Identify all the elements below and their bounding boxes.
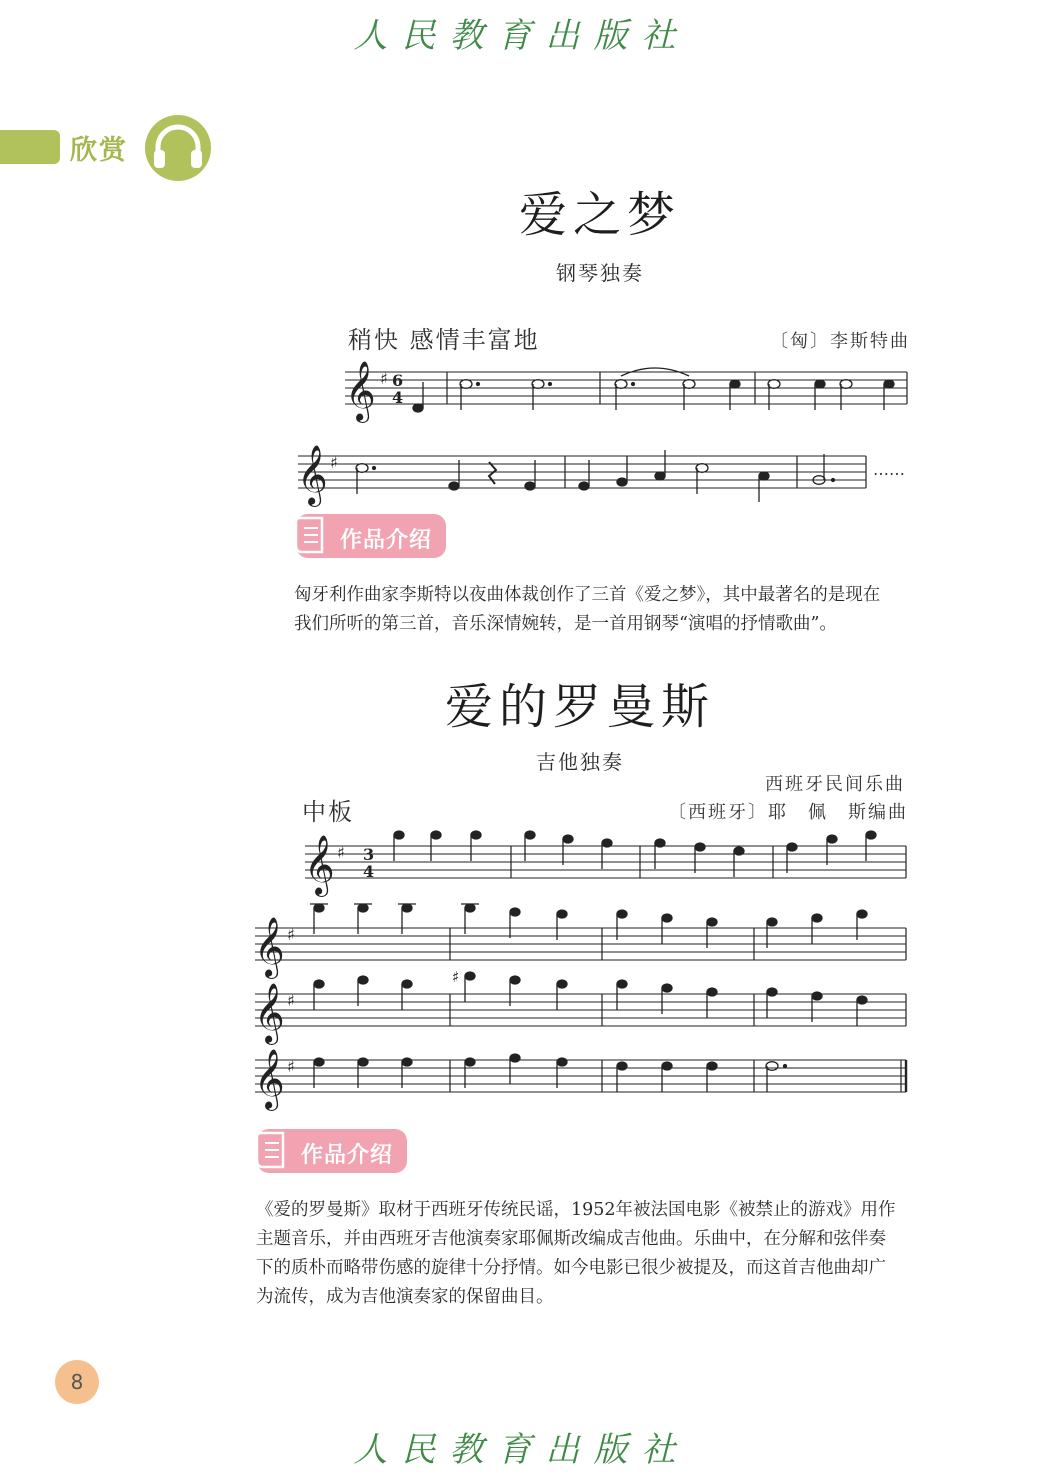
piece2-intro: [256, 1196, 916, 1312]
piece1-title: 爱之梦: [518, 187, 681, 243]
piece1-subtitle: 钢琴独奏: [556, 261, 644, 285]
piece1-composer: 〔匈〕李斯特曲: [770, 331, 910, 352]
piece2-arranger: 〔西班牙〕耶 佩 斯编曲: [668, 802, 908, 823]
svg-text:4: 4: [392, 388, 404, 407]
piece1-intro-line: 匈牙利作曲家李斯特以夜曲体裁创作了三首《爱之梦》，其中最著名的是现在: [294, 585, 881, 605]
svg-text:♯: ♯: [330, 453, 338, 472]
svg-text:6: 6: [392, 371, 404, 390]
piece2-intro-line: 为流传，成为吉他演奏家的保留曲目。: [256, 1287, 554, 1307]
svg-text:𝄞: 𝄞: [304, 835, 335, 895]
piece2-intro-line: 下的质朴而略带伤感的旋律十分抒情。如今电影已很少被提及，而这首吉他曲却广: [256, 1258, 886, 1278]
svg-text:♯: ♯: [287, 991, 295, 1010]
treble-clef: 𝄞: [345, 361, 376, 421]
intro-tag-1-label: 作品介绍: [340, 528, 433, 553]
svg-text:𝄞: 𝄞: [254, 1049, 285, 1109]
svg-text:3: 3: [363, 845, 375, 864]
svg-text:♯: ♯: [452, 968, 460, 986]
piece2-intro-line: 主题音乐，并由西班牙吉他演奏家耶佩斯改编成吉他曲。乐曲中，在分解和弦伴奏: [256, 1229, 886, 1249]
svg-text:𝄞: 𝄞: [254, 983, 285, 1043]
piece2-intro-line: 《爱的罗曼斯》取材于西班牙传统民谣，1952年被法国电影《被禁止的游戏》用作: [256, 1200, 896, 1220]
scroll-icon: [253, 1127, 293, 1173]
piece1-intro-line: 我们所听的第三首，音乐深情婉转，是一首用钢琴“演唱的抒情歌曲”。: [294, 614, 837, 634]
svg-text:𝄞: 𝄞: [254, 917, 285, 977]
piece2-source: 西班牙民间乐曲: [765, 774, 905, 795]
svg-text:𝄞: 𝄞: [297, 445, 328, 505]
svg-text:4: 4: [363, 862, 375, 881]
sharp: ♯: [380, 369, 388, 388]
page-number: 8: [55, 1360, 99, 1404]
intro-tag-2: [257, 1129, 407, 1173]
publisher-logo-top: 人民教育出版社: [353, 16, 690, 56]
piece2-tempo: 中板: [302, 798, 354, 826]
piece1-tempo: 稍快 感情丰富地: [348, 326, 540, 354]
section-label: 欣赏: [70, 135, 128, 166]
piece2-subtitle: 吉他独奏: [536, 750, 624, 774]
piece2-title: 爱的罗曼斯: [444, 679, 715, 735]
svg-text:♯: ♯: [287, 925, 295, 944]
intro-tag-2-label: 作品介绍: [301, 1143, 394, 1168]
svg-text:♯: ♯: [287, 1057, 295, 1076]
continuation-dots: ……: [873, 460, 905, 479]
svg-text:♯: ♯: [337, 843, 345, 862]
publisher-logo-bottom: 人民教育出版社: [353, 1430, 690, 1470]
